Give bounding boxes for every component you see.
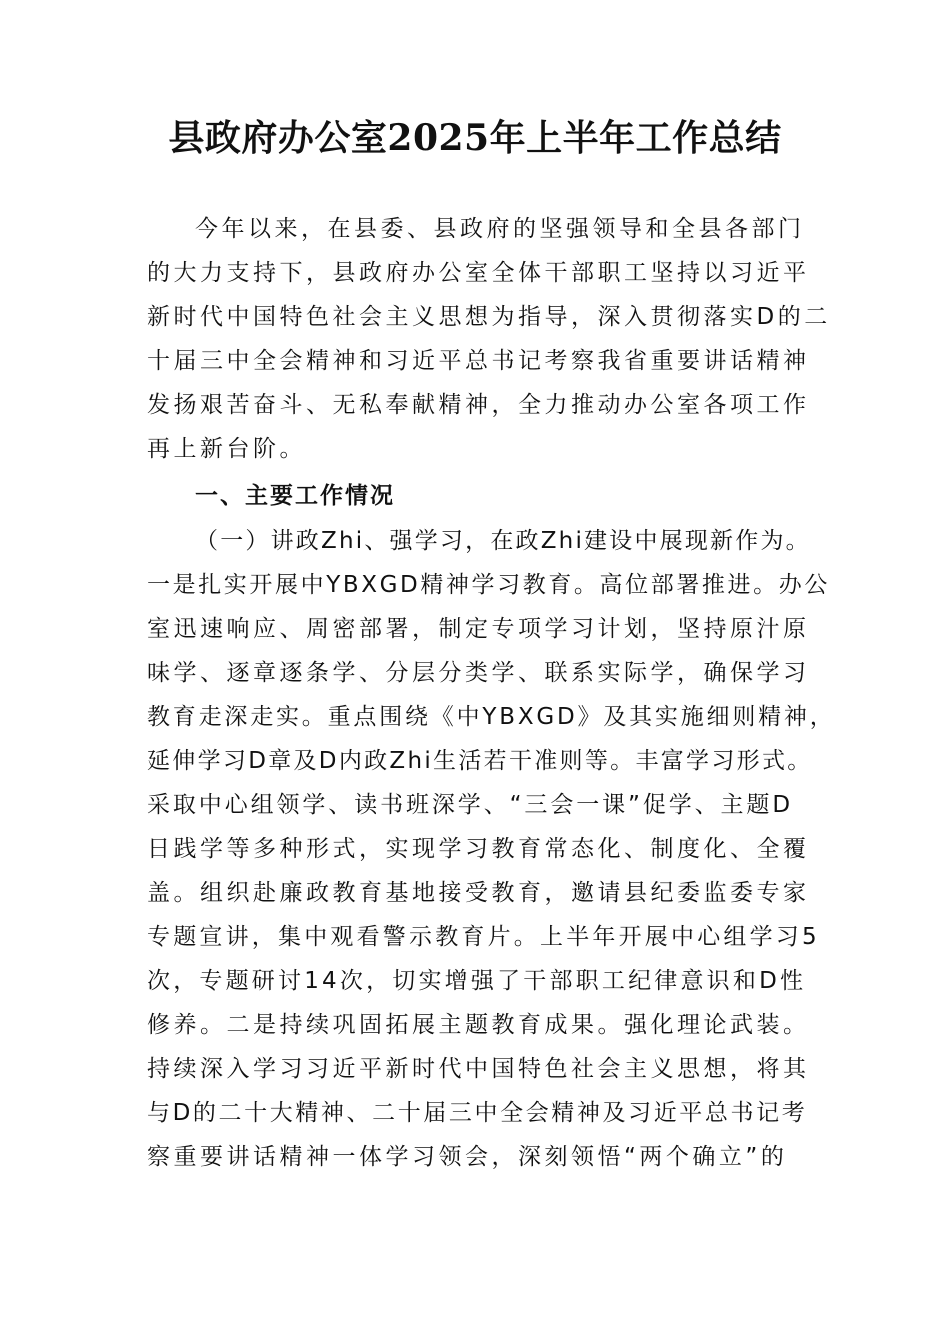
intro-line: 新时代中国特色社会主义思想为指导，深入贯彻落实D的二: [147, 304, 831, 330]
intro-line: 十届三中全会精神和习近平总书记考察我省重要讲话精神: [147, 348, 810, 374]
body-line: 延伸学习D章及D内政Zhi生活若干准则等。丰富学习形式。: [147, 748, 813, 774]
body-line: 察重要讲话精神一体学习领会，深刻领悟“两个确立”的: [147, 1144, 788, 1170]
body-line: 教育走深走实。重点围绕《中YBXGD》及其实施细则精神，: [147, 704, 836, 730]
body-line: 次，专题研讨14次，切实增强了干部职工纪律意识和D性: [147, 968, 807, 994]
body-line: 采取中心组领学、读书班深学、“三会一课”促学、主题D: [147, 792, 793, 818]
body-line: （一）讲政Zhi、强学习，在政Zhi建设中展现新作为。: [195, 528, 811, 554]
body-line: 专题宣讲，集中观看警示教育片。上半年开展中心组学习5: [147, 924, 820, 950]
body-line: 一是扎实开展中YBXGD精神学习教育。高位部署推进。办公: [147, 572, 830, 598]
intro-line: 的大力支持下，县政府办公室全体干部职工坚持以习近平: [147, 260, 810, 286]
document-title: 县政府办公室2025年上半年工作总结: [168, 117, 782, 159]
intro-line: 今年以来，在县委、县政府的坚强领导和全县各部门: [195, 216, 805, 242]
body-line: 日践学等多种形式，实现学习教育常态化、制度化、全覆: [147, 836, 810, 862]
body-line: 持续深入学习习近平新时代中国特色社会主义思想，将其: [147, 1056, 810, 1082]
body-line: 盖。组织赴廉政教育基地接受教育，邀请县纪委监委专家: [147, 880, 810, 906]
body-line: 室迅速响应、周密部署，制定专项学习计划，坚持原汁原: [147, 616, 810, 642]
intro-line: 发扬艰苦奋斗、无私奉献精神，全力推动办公室各项工作: [147, 392, 810, 418]
intro-line: 再上新台阶。: [147, 436, 306, 462]
body-line: 修养。二是持续巩固拓展主题教育成果。强化理论武装。: [147, 1012, 810, 1038]
section-heading: 一、主要工作情况: [195, 483, 395, 509]
body-line: 味学、逐章逐条学、分层分类学、联系实际学，确保学习: [147, 660, 810, 686]
body-line: 与D的二十大精神、二十届三中全会精神及习近平总书记考: [147, 1100, 808, 1126]
